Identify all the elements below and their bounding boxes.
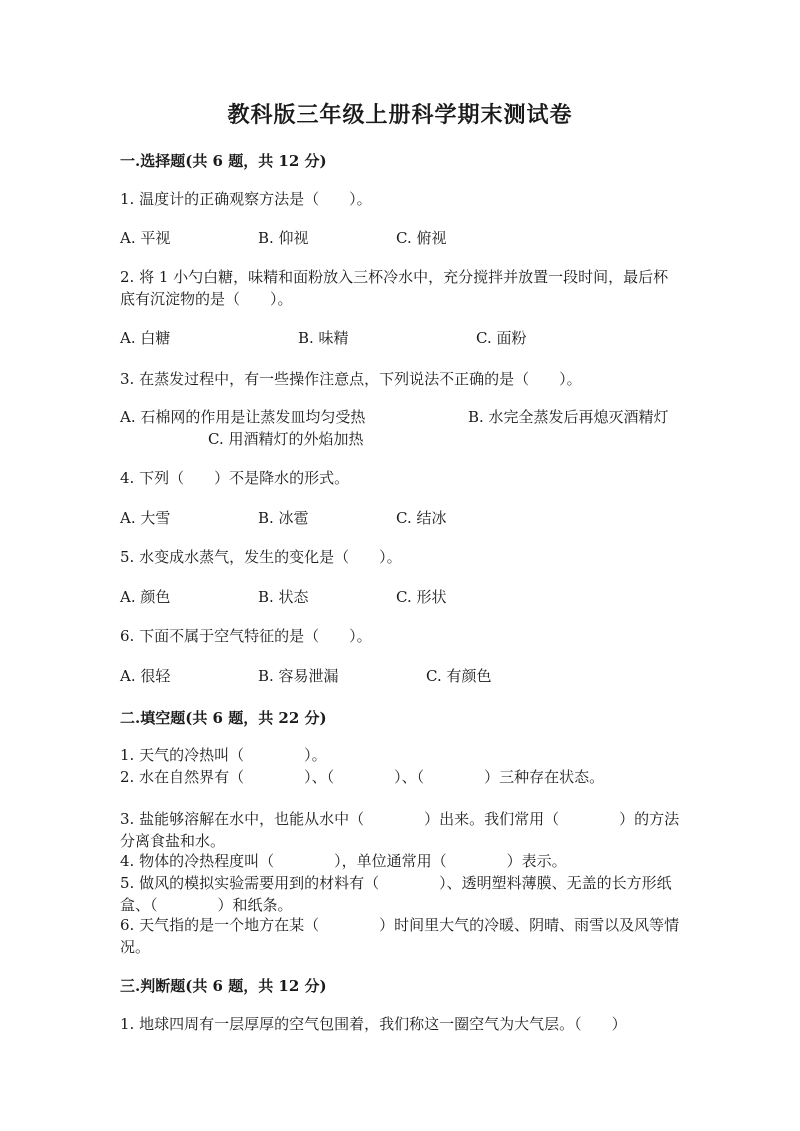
- fill-question-1: 1. 天气的冷热叫（ ）。: [120, 746, 327, 764]
- question-1-option-a: A. 平视: [120, 229, 171, 247]
- question-2-option-b: B. 味精: [298, 329, 349, 347]
- question-6-option-b: B. 容易泄漏: [258, 667, 339, 685]
- question-2-stem: 2. 将 1 小勺白糖，味精和面粉放入三杯冷水中，充分搅拌并放置一段时间，最后杯底有沉淀物的是（ ）。: [120, 268, 669, 308]
- fill-question-4: 4. 物体的冷热程度叫（ ），单位通常用（ ）表示。: [120, 852, 567, 870]
- question-4-stem: 4. 下列（ ）不是降水的形式。: [120, 469, 350, 487]
- question-5-option-b: B. 状态: [258, 588, 309, 606]
- question-4-option-b: B. 冰雹: [258, 509, 309, 527]
- section-heading-fill-blank: 二.填空题(共 6 题，共 22 分): [120, 709, 327, 727]
- question-5-option-c: C. 形状: [396, 588, 447, 606]
- question-6-stem: 6. 下面不属于空气特征的是（ ）。: [120, 627, 372, 645]
- question-4-option-a: A. 大雪: [120, 509, 171, 527]
- question-1-option-c: C. 俯视: [396, 229, 447, 247]
- fill-question-5: 5. 做风的模拟实验需要用到的材料有（ ）、透明塑料薄膜、无盖的长方形纸盒、（ ）和纸条。: [120, 874, 672, 914]
- fill-question-2: 2. 水在自然界有（ ）、（ ）、（ ）三种存在状态。: [120, 768, 605, 786]
- question-6-option-c: C. 有颜色: [426, 667, 492, 685]
- question-2-option-c: C. 面粉: [476, 329, 527, 347]
- question-1-option-b: B. 仰视: [258, 229, 309, 247]
- question-3-option-a: A. 石棉网的作用是让蒸发皿均匀受热: [120, 408, 366, 426]
- question-5-option-a: A. 颜色: [120, 588, 171, 606]
- question-1-stem: 1. 温度计的正确观察方法是（ ）。: [120, 190, 372, 208]
- question-3-stem: 3. 在蒸发过程中，有一些操作注意点，下列说法不正确的是（ ）。: [120, 370, 582, 388]
- question-5-stem: 5. 水变成水蒸气，发生的变化是（ ）。: [120, 548, 402, 566]
- judge-question-1: 1. 地球四周有一层厚厚的空气包围着，我们称这一圈空气为大气层。（ ）: [120, 1015, 627, 1033]
- question-3-option-b: B. 水完全蒸发后再熄灭酒精灯: [468, 408, 669, 426]
- exam-title: 教科版三年级上册科学期末测试卷: [227, 102, 573, 128]
- question-4-option-c: C. 结冰: [396, 509, 447, 527]
- section-heading-choice: 一.选择题(共 6 题，共 12 分): [120, 152, 327, 170]
- fill-question-6: 6. 天气指的是一个地方在某（ ）时间里大气的冷暖、阴晴、雨雪以及风等情况。: [120, 916, 680, 956]
- question-2-option-a: A. 白糖: [120, 329, 171, 347]
- question-6-option-a: A. 很轻: [120, 667, 171, 685]
- question-3-option-c: C. 用酒精灯的外焰加热: [208, 430, 364, 448]
- fill-question-3: 3. 盐能够溶解在水中，也能从水中（ ）出来。我们常用（ ）的方法分离食盐和水。: [120, 810, 680, 850]
- section-heading-true-false: 三.判断题(共 6 题，共 12 分): [120, 977, 327, 995]
